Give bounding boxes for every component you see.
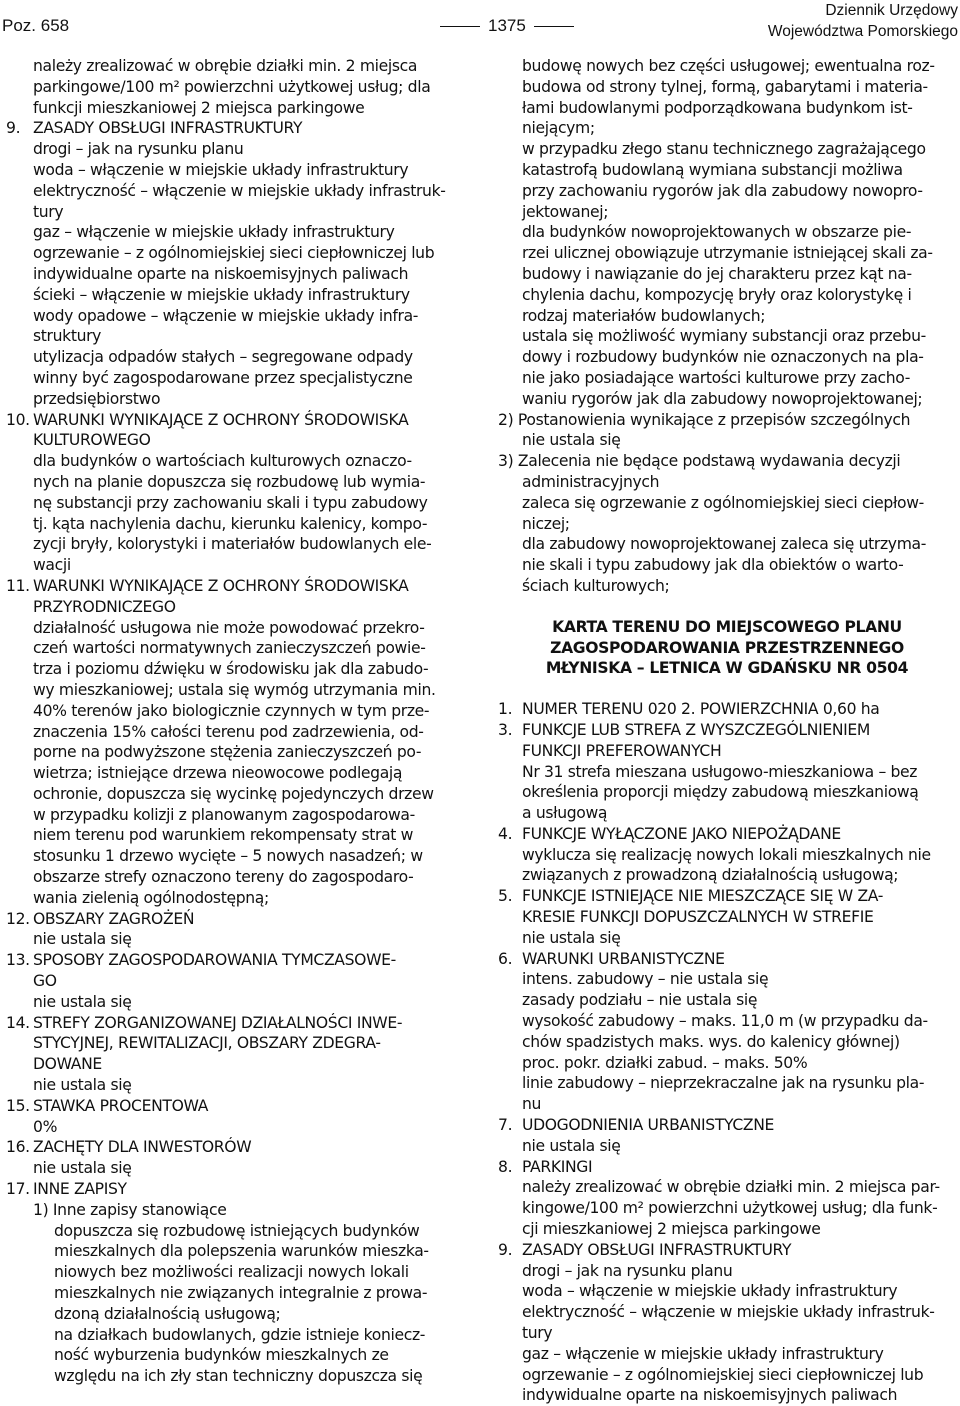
text-line — [498, 1385, 956, 1406]
line-text: KARTA TERENU DO MIEJSCOWEGO PLANU — [552, 617, 902, 636]
text-line — [498, 160, 956, 181]
text-line — [6, 555, 464, 576]
text-line — [6, 1283, 464, 1304]
text-line — [498, 347, 956, 368]
section-number: 5. — [498, 887, 513, 906]
section-heading-line — [6, 1137, 464, 1158]
line-text: należy zrealizować w obrębie działki min. 2 miejsca — [33, 57, 418, 75]
text-line — [6, 1117, 464, 1138]
text-line — [498, 1136, 956, 1157]
line-text: STREFY ZORGANIZOWANEJ DZIAŁALNOŚCI INWE- — [33, 1013, 403, 1032]
text-line — [498, 306, 956, 327]
section-heading-line — [6, 118, 464, 139]
section-number: 9. — [6, 119, 21, 138]
text-line — [6, 514, 464, 535]
line-text: PRZYRODNICZEGO — [33, 597, 176, 616]
text-line — [498, 202, 956, 223]
line-text: OBSZARY ZAGROŻEŃ — [33, 909, 195, 928]
line-text: funkcji mieszkaniowej 2 miejsca parkingowe — [33, 98, 365, 117]
section-number: 16. — [6, 1138, 30, 1157]
text-line — [6, 846, 464, 867]
text-line — [6, 971, 464, 992]
page-header — [0, 0, 960, 44]
text-line — [6, 243, 464, 264]
text-line — [498, 1365, 956, 1386]
line-text: nie ustala się — [33, 930, 132, 949]
section-number: 14. — [6, 1013, 30, 1032]
line-text: ogrzewanie – z ogólnomiejskiej sieci ciepłowniczej lub — [522, 1365, 924, 1384]
line-text: administracyjnych — [522, 472, 660, 491]
text-line — [498, 514, 956, 535]
text-line — [6, 264, 464, 285]
text-line — [498, 118, 956, 139]
section-heading-line — [6, 1096, 464, 1117]
line-text: ustala się możliwość wymiany substancji oraz przebu- — [522, 327, 926, 346]
line-text: dzoną działalnością usługową; — [54, 1304, 281, 1323]
section-number: 17. — [6, 1180, 30, 1199]
text-line — [498, 243, 956, 264]
section-heading-line — [498, 1157, 956, 1178]
line-text: NUMER TERENU 020 2. POWIERZCHNIA 0,60 ha — [522, 700, 880, 719]
line-text: Nr 31 strefa mieszana usługowo-mieszkaniowa – bez — [522, 762, 918, 781]
text-line — [498, 782, 956, 803]
line-text: nie jako posiadające wartości kulturowe przy zacho- — [522, 368, 911, 387]
text-line — [6, 784, 464, 805]
line-text: elektryczność – włączenie w miejskie układy infrastruk- — [522, 1303, 935, 1322]
text-line — [6, 306, 464, 327]
text-line — [6, 763, 464, 784]
line-text: jektowanej; — [522, 202, 609, 221]
text-line — [498, 865, 956, 886]
text-line — [498, 1261, 956, 1282]
text-line — [498, 264, 956, 285]
line-text: budowa od strony tylnej, formą, gabarytami i materia- — [522, 77, 928, 96]
line-text: a usługową — [522, 804, 608, 823]
line-text: nych na planie dopuszcza się rozbudowę lub wymia- — [33, 472, 426, 491]
text-line — [6, 659, 464, 680]
line-text: proc. pokr. działki zabud. – maks. 50% — [522, 1053, 808, 1072]
line-text: kingowe/100 m² powierzchni użytkowej usług; dla funk- — [522, 1199, 938, 1218]
line-text: dla budynków nowoprojektowanych w obszarze pie- — [522, 223, 912, 242]
line-text: drogi – jak na rysunku planu — [522, 1261, 733, 1280]
line-text: stosunku 1 drzewo wycięte – 5 nowych nasadzeń; w — [33, 847, 423, 866]
section-heading-line — [6, 950, 464, 971]
text-line — [6, 202, 464, 223]
text-line — [498, 1011, 956, 1032]
journal-title-line2: Województwa Pomorskiego — [767, 23, 958, 40]
line-text: WARUNKI WYNIKAJĄCE Z OCHRONY ŚRODOWISKA — [33, 410, 409, 429]
text-line — [6, 638, 464, 659]
line-text: ścieki – włączenie w miejskie układy infrastruktury — [33, 285, 410, 304]
line-text: MŁYNISKA – LETNICA W GDAŃSKU NR 0504 — [545, 659, 909, 678]
line-text: nie ustala się — [33, 1076, 132, 1095]
text-line — [498, 990, 956, 1011]
text-line — [6, 1304, 464, 1325]
section-number: 6. — [498, 949, 513, 968]
line-text: gaz – włączenie w miejskie układy infrastruktury — [522, 1344, 884, 1363]
card-title-line — [498, 658, 956, 679]
line-text: rzei ulicznej obowiązuje utrzymanie istniejącej skali za- — [522, 244, 933, 263]
line-text: czeń wartości normatywnych zanieczyszczeń powie- — [33, 639, 426, 658]
line-text: struktury — [33, 327, 102, 346]
line-text: związanych z prowadzoną działalnością usługową; — [522, 866, 899, 885]
text-line — [6, 1366, 464, 1387]
line-text: utylizacja odpadów stałych – segregowane odpady — [33, 348, 413, 367]
text-line — [6, 493, 464, 514]
line-text: należy zrealizować w obrębie działki min. 2 miejsca par- — [522, 1178, 940, 1197]
line-text: obszarze strefy oznaczono tereny do zagospodaro- — [33, 868, 414, 887]
line-text: STYCYJNEJ, REWITALIZACJI, OBSZARY ZDEGRA- — [33, 1034, 381, 1053]
line-text: łami budowlanymi podporządkowana budynkom ist- — [522, 98, 913, 117]
line-text: wacji — [33, 556, 71, 575]
line-text: przy zachowaniu rygorów jak dla zabudowy nowopro- — [522, 181, 923, 200]
text-line — [498, 1302, 956, 1323]
line-text: GO — [33, 972, 57, 991]
page-number: 1375 — [432, 16, 582, 36]
text-line — [498, 969, 956, 990]
text-line — [6, 1325, 464, 1346]
text-line — [6, 1075, 464, 1096]
section-number: 13. — [6, 951, 30, 970]
line-text: linie zabudowy – nieprzekraczalne jak na rysunku pla- — [522, 1074, 925, 1093]
line-text: rodzaj materiałów budowlanych; — [522, 306, 766, 325]
line-text: parkingowe/100 m² powierzchni użytkowej usług; dla — [33, 77, 431, 96]
line-text: w przypadku kolizji z planowanym zagospodarowa- — [33, 805, 415, 824]
text-line — [6, 618, 464, 639]
line-text: KULTUROWEGO — [33, 431, 151, 450]
text-line — [6, 368, 464, 389]
line-text: FUNKCJI PREFEROWANYCH — [522, 741, 722, 760]
line-text: tj. kąta nachylenia dachu, kierunku kalenicy, kompo- — [33, 514, 428, 533]
text-line — [498, 576, 956, 597]
text-line — [498, 181, 956, 202]
text-line — [6, 139, 464, 160]
text-line — [498, 1344, 956, 1365]
text-line — [6, 326, 464, 347]
position-number: Poz. 658 — [2, 16, 70, 35]
section-heading-line — [498, 1115, 956, 1136]
line-text: indywidualne oparte na niskoemisyjnych paliwach — [33, 264, 409, 283]
text-line — [6, 992, 464, 1013]
text-line — [6, 98, 464, 119]
card-title-line — [498, 638, 956, 659]
text-line — [498, 389, 956, 410]
line-text: względu na ich zły stan techniczny dopuszcza się — [54, 1367, 423, 1386]
section-heading-line — [6, 410, 464, 431]
line-text: nie ustala się — [522, 928, 621, 947]
line-text: budowy i nawiązanie do jej charakteru przez kąt na- — [522, 264, 912, 283]
line-text: ściach kulturowych; — [522, 576, 670, 595]
text-line — [6, 1200, 464, 1221]
line-text: zycji bryły, kolorystyki i materiałów budowlanych ele- — [33, 535, 432, 554]
spacer — [498, 679, 956, 699]
line-text: nę substancji przy zachowaniu skali i typu zabudowy — [33, 493, 428, 512]
line-text: DOWANE — [33, 1055, 102, 1074]
text-line — [498, 928, 956, 949]
line-text: UDOGODNIENIA URBANISTYCZNE — [522, 1116, 775, 1135]
left-column — [6, 56, 464, 1387]
line-text: KRESIE FUNKCJI DOPUSZCZALNYCH W STREFIE — [522, 908, 874, 927]
line-text: WARUNKI WYNIKAJĄCE Z OCHRONY ŚRODOWISKA — [33, 576, 409, 595]
text-line — [6, 181, 464, 202]
text-line — [6, 347, 464, 368]
line-text: nie skali i typu zabudowy jak dla obiektów o warto- — [522, 556, 904, 575]
text-line — [6, 722, 464, 743]
text-line — [498, 845, 956, 866]
text-line — [498, 1073, 956, 1094]
text-line — [6, 701, 464, 722]
line-text: na działkach budowlanych, gdzie istnieje koniecz- — [54, 1325, 426, 1344]
text-line — [6, 597, 464, 618]
line-text: winny być zagospodarowane przez specjalistyczne — [33, 368, 413, 387]
text-line — [498, 430, 956, 451]
line-text: dopuszcza się rozbudowę istniejących budynków — [54, 1221, 420, 1240]
line-text: SPOSOBY ZAGOSPODAROWANIA TYMCZASOWE- — [33, 951, 396, 970]
line-text: nu — [522, 1095, 542, 1114]
text-line — [6, 867, 464, 888]
line-text: niejącym; — [522, 119, 595, 138]
line-text: wy mieszkaniowej; ustala się wymóg utrzymania min. — [33, 680, 436, 699]
line-text: niem terenu pod warunkiem rekompensaty strat w — [33, 826, 414, 845]
line-text: dla budynków o wartościach kulturowych oznaczo- — [33, 452, 412, 471]
text-line — [498, 1053, 956, 1074]
text-line — [498, 1219, 956, 1240]
line-text: 2) Postanowienia wynikające z przepisów szczególnych — [498, 410, 911, 429]
line-text: 40% terenów jako biologicznie czynnych w tym prze- — [33, 701, 430, 720]
line-text: wietrza; istniejące drzewa nieowocowe podlegają — [33, 764, 403, 783]
text-line — [6, 929, 464, 950]
line-text: tury — [33, 202, 64, 221]
text-line — [498, 451, 956, 472]
text-line — [6, 1241, 464, 1262]
line-text: mieszkalnych nie związanych integralnie z prowa- — [54, 1284, 428, 1303]
line-text: gaz – włączenie w miejskie układy infrastruktury — [33, 223, 395, 242]
spacer — [498, 597, 956, 617]
text-line — [6, 1054, 464, 1075]
line-text: INNE ZAPISY — [33, 1180, 127, 1199]
line-text: wyklucza się realizację nowych lokali mieszkalnych nie — [522, 845, 931, 864]
text-line — [498, 1094, 956, 1115]
text-line — [498, 741, 956, 762]
line-text: niczej; — [522, 514, 570, 533]
line-text: woda – włączenie w miejskie układy infrastruktury — [522, 1282, 898, 1301]
text-line — [498, 368, 956, 389]
text-line — [498, 762, 956, 783]
line-text: dowy i rozbudowy budynków nie oznaczonych na pla- — [522, 348, 924, 367]
line-text: WARUNKI URBANISTYCZNE — [522, 949, 725, 968]
line-text: wody opadowe – włączenie w miejskie układy infra- — [33, 306, 419, 325]
text-line — [498, 1323, 956, 1344]
text-line — [6, 1262, 464, 1283]
text-line — [498, 472, 956, 493]
text-line — [498, 493, 956, 514]
line-text: FUNKCJE WYŁĄCZONE JAKO NIEPOŻĄDANE — [522, 824, 841, 843]
line-text: elektryczność – włączenie w miejskie układy infrastruk- — [33, 181, 446, 200]
text-line — [6, 222, 464, 243]
section-number: 4. — [498, 824, 513, 843]
section-heading-line — [6, 576, 464, 597]
line-text: intens. zabudowy – nie ustala się — [522, 970, 769, 989]
text-line — [498, 326, 956, 347]
journal-title-line1: Dziennik Urzędowy — [825, 2, 958, 19]
text-line — [6, 825, 464, 846]
line-text: drogi – jak na rysunku planu — [33, 140, 244, 159]
section-number: 10. — [6, 410, 30, 429]
line-text: 1) Inne zapisy stanowiące — [33, 1200, 227, 1219]
line-text: tury — [522, 1324, 553, 1343]
line-text: ność wyburzenia budynków mieszkalnych ze — [54, 1346, 389, 1365]
text-line — [498, 139, 956, 160]
line-text: wania zielenią ogólnodostępną; — [33, 888, 269, 907]
text-line — [6, 472, 464, 493]
line-text: ZACHĘTY DLA INWESTORÓW — [33, 1138, 252, 1157]
text-line — [498, 98, 956, 119]
line-text: trza i poziomu dźwięku w środowisku jak dla zabudo- — [33, 660, 429, 679]
journal-title — [768, 0, 958, 42]
line-text: nie ustala się — [33, 1159, 132, 1178]
line-text: PARKINGI — [522, 1157, 593, 1176]
line-text: przedsiębiorstwo — [33, 389, 161, 408]
section-heading-line — [498, 699, 956, 720]
line-text: znaczenia 15% całości terenu pod zadrzewienia, od- — [33, 722, 424, 741]
text-line — [6, 1033, 464, 1054]
text-line — [6, 680, 464, 701]
section-number: 9. — [498, 1240, 513, 1259]
text-line — [6, 805, 464, 826]
text-line — [6, 888, 464, 909]
text-line — [6, 77, 464, 98]
section-number: 1. — [498, 700, 513, 719]
text-line — [6, 534, 464, 555]
line-text: zasady podziału – nie ustala się — [522, 991, 758, 1010]
text-line — [6, 430, 464, 451]
section-number: 3. — [498, 720, 513, 739]
line-text: nie ustala się — [33, 992, 132, 1011]
section-number: 12. — [6, 909, 30, 928]
text-line — [498, 222, 956, 243]
line-text: dla zabudowy nowoprojektowanej zaleca się utrzyma- — [522, 535, 927, 554]
text-line — [6, 160, 464, 181]
line-text: chylenia dachu, kompozycję bryły oraz kolorystykę i — [522, 285, 912, 304]
line-text: katastrofą budowlaną wymiana substancji możliwa — [522, 160, 903, 179]
section-heading-line — [498, 720, 956, 741]
section-heading-line — [6, 909, 464, 930]
section-heading-line — [6, 1179, 464, 1200]
line-text: indywidualne oparte na niskoemisyjnych paliwach — [522, 1386, 898, 1405]
text-line — [498, 77, 956, 98]
line-text: chów spadzistych maks. wys. do kalenicy głównej) — [522, 1032, 900, 1051]
text-line — [498, 555, 956, 576]
line-text: nie ustala się — [522, 1136, 621, 1155]
section-heading-line — [498, 949, 956, 970]
line-text: mieszkalnych dla polepszenia warunków mieszka- — [54, 1242, 429, 1261]
line-text: 0% — [33, 1117, 58, 1136]
line-text: porne na podwyższone stężenia zanieczyszczeń po- — [33, 743, 422, 762]
text-line — [498, 534, 956, 555]
text-line — [6, 56, 464, 77]
text-line — [6, 1221, 464, 1242]
text-line — [498, 56, 956, 77]
text-line — [498, 1198, 956, 1219]
text-line — [6, 1158, 464, 1179]
text-line — [498, 803, 956, 824]
text-line — [498, 410, 956, 431]
section-number: 15. — [6, 1096, 30, 1115]
text-line — [6, 389, 464, 410]
line-text: w przypadku złego stanu technicznego zagrażającego — [522, 140, 926, 159]
section-number: 11. — [6, 576, 30, 595]
section-heading-line — [498, 1240, 956, 1261]
section-number: 8. — [498, 1157, 513, 1176]
section-heading-line — [498, 824, 956, 845]
text-line — [498, 1281, 956, 1302]
text-line — [6, 742, 464, 763]
line-text: nie ustala się — [522, 431, 621, 450]
section-heading-line — [6, 1013, 464, 1034]
line-text: ZASADY OBSŁUGI INFRASTRUKTURY — [522, 1240, 792, 1259]
line-text: woda – włączenie w miejskie układy infrastruktury — [33, 160, 409, 179]
line-text: niowych bez możliwości realizacji nowych lokali — [54, 1263, 409, 1282]
text-line — [498, 285, 956, 306]
line-text: ochronie, dopuszcza się wycinkę pojedynczych drzew — [33, 784, 434, 803]
card-title-line — [498, 617, 956, 638]
line-text: określenia proporcji między zabudową mieszkaniową — [522, 783, 919, 802]
line-text: waniu rygorów jak dla zabudowy nowoprojektowanej; — [522, 389, 923, 408]
line-text: wysokość zabudowy – maks. 11,0 m (w przypadku da- — [522, 1012, 928, 1031]
text-line — [498, 907, 956, 928]
text-line — [6, 1345, 464, 1366]
text-line — [6, 285, 464, 306]
text-line — [6, 451, 464, 472]
section-number: 7. — [498, 1116, 513, 1135]
line-text: FUNKCJE ISTNIEJĄCE NIE MIESZCZĄCE SIĘ W ZA- — [522, 887, 884, 906]
line-text: ZAGOSPODAROWANIA PRZESTRZENNEGO — [550, 638, 904, 657]
line-text: FUNKCJE LUB STREFA Z WYSZCZEGÓLNIENIEM — [522, 720, 870, 739]
line-text: 3) Zalecenia nie będące podstawą wydawania decyzji — [498, 452, 901, 471]
line-text: ogrzewanie – z ogólnomiejskiej sieci ciepłowniczej lub — [33, 244, 435, 263]
text-line — [498, 1032, 956, 1053]
line-text: ZASADY OBSŁUGI INFRASTRUKTURY — [33, 119, 303, 138]
line-text: budowę nowych bez części usługowej; ewentualna roz- — [522, 57, 935, 75]
text-line — [498, 1177, 956, 1198]
line-text: STAWKA PROCENTOWA — [33, 1096, 209, 1115]
line-text: zaleca się ogrzewanie z ogólnomiejskiej sieci ciepłow- — [522, 493, 924, 512]
line-text: cji mieszkaniowej 2 miejsca parkingowe — [522, 1220, 821, 1239]
section-heading-line — [498, 886, 956, 907]
right-column — [498, 56, 956, 1406]
line-text: działalność usługowa nie może powodować przekro- — [33, 618, 425, 637]
